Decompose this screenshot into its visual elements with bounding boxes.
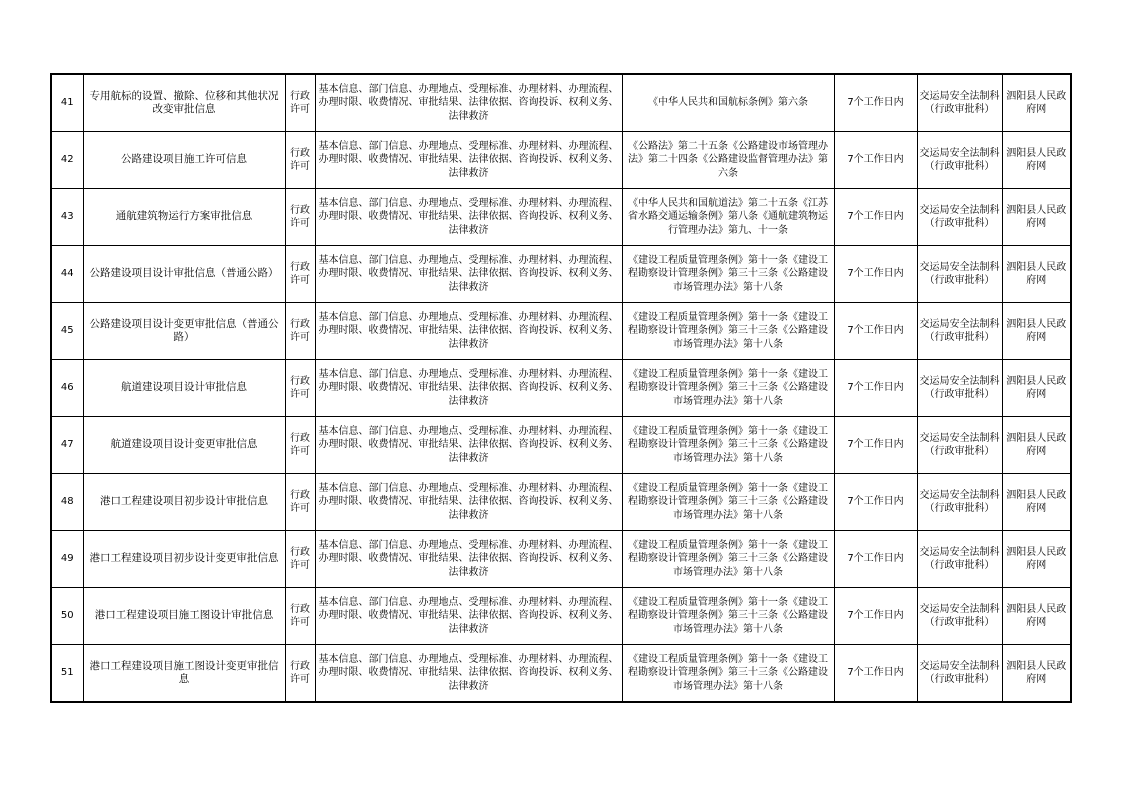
table-row (51, 588, 1071, 645)
cell-disclosure-period: 7个工作日内 (834, 189, 917, 246)
cell-number: 42 (51, 132, 83, 189)
cell-disclosure-content: 基本信息、部门信息、办理地点、受理标准、办理材料、办理流程、办理时限、收费情况、审批结果、法律依据、咨询投诉、权利义务、法律救济 (315, 74, 622, 132)
cell-responsible-dept: 交运局安全法制科（行政审批科） (917, 645, 1002, 703)
cell-number: 47 (51, 417, 83, 474)
cell-disclosure-channel: 泗阳县人民政府网 (1002, 360, 1071, 417)
table-row (51, 246, 1071, 303)
cell-item-name: 通航建筑物运行方案审批信息 (83, 189, 285, 246)
cell-number: 44 (51, 246, 83, 303)
cell-category: 行政许可 (285, 74, 315, 132)
cell-responsible-dept: 交运局安全法制科（行政审批科） (917, 474, 1002, 531)
cell-responsible-dept: 交运局安全法制科（行政审批科） (917, 360, 1002, 417)
cell-disclosure-content: 基本信息、部门信息、办理地点、受理标准、办理材料、办理流程、办理时限、收费情况、审批结果、法律依据、咨询投诉、权利义务、法律救济 (315, 417, 622, 474)
cell-item-name: 公路建设项目施工许可信息 (83, 132, 285, 189)
cell-legal-basis: 《建设工程质量管理条例》第十一条《建设工程勘察设计管理条例》第三十三条《公路建设市场管理办法》第十八条 (622, 246, 834, 303)
cell-disclosure-period: 7个工作日内 (834, 74, 917, 132)
cell-legal-basis: 《建设工程质量管理条例》第十一条《建设工程勘察设计管理条例》第三十三条《公路建设市场管理办法》第十八条 (622, 474, 834, 531)
cell-number: 45 (51, 303, 83, 360)
cell-item-name: 港口工程建设项目施工图设计变更审批信息 (83, 645, 285, 703)
cell-disclosure-channel: 泗阳县人民政府网 (1002, 246, 1071, 303)
cell-disclosure-period: 7个工作日内 (834, 360, 917, 417)
cell-legal-basis: 《建设工程质量管理条例》第十一条《建设工程勘察设计管理条例》第三十三条《公路建设市场管理办法》第十八条 (622, 417, 834, 474)
cell-disclosure-channel: 泗阳县人民政府网 (1002, 303, 1071, 360)
cell-legal-basis: 《中华人民共和国航道法》第二十五条《江苏省水路交通运输条例》第八条《通航建筑物运行管理办法》第九、十一条 (622, 189, 834, 246)
cell-disclosure-content: 基本信息、部门信息、办理地点、受理标准、办理材料、办理流程、办理时限、收费情况、审批结果、法律依据、咨询投诉、权利义务、法律救济 (315, 132, 622, 189)
cell-disclosure-content: 基本信息、部门信息、办理地点、受理标准、办理材料、办理流程、办理时限、收费情况、审批结果、法律依据、咨询投诉、权利义务、法律救济 (315, 531, 622, 588)
cell-item-name: 港口工程建设项目初步设计变更审批信息 (83, 531, 285, 588)
cell-category: 行政许可 (285, 588, 315, 645)
cell-responsible-dept: 交运局安全法制科（行政审批科） (917, 303, 1002, 360)
cell-category: 行政许可 (285, 132, 315, 189)
cell-disclosure-channel: 泗阳县人民政府网 (1002, 417, 1071, 474)
cell-number: 41 (51, 74, 83, 132)
cell-responsible-dept: 交运局安全法制科（行政审批科） (917, 189, 1002, 246)
cell-number: 46 (51, 360, 83, 417)
cell-number: 51 (51, 645, 83, 703)
table-body (51, 74, 1071, 702)
cell-item-name: 公路建设项目设计变更审批信息（普通公路） (83, 303, 285, 360)
table-row (51, 303, 1071, 360)
cell-disclosure-period: 7个工作日内 (834, 417, 917, 474)
table-row (51, 645, 1071, 703)
cell-disclosure-content: 基本信息、部门信息、办理地点、受理标准、办理材料、办理流程、办理时限、收费情况、审批结果、法律依据、咨询投诉、权利义务、法律救济 (315, 360, 622, 417)
cell-category: 行政许可 (285, 474, 315, 531)
table-row (51, 474, 1071, 531)
cell-disclosure-period: 7个工作日内 (834, 588, 917, 645)
cell-item-name: 公路建设项目设计审批信息（普通公路） (83, 246, 285, 303)
cell-disclosure-channel: 泗阳县人民政府网 (1002, 74, 1071, 132)
cell-responsible-dept: 交运局安全法制科（行政审批科） (917, 417, 1002, 474)
cell-disclosure-content: 基本信息、部门信息、办理地点、受理标准、办理材料、办理流程、办理时限、收费情况、审批结果、法律依据、咨询投诉、权利义务、法律救济 (315, 588, 622, 645)
cell-legal-basis: 《建设工程质量管理条例》第十一条《建设工程勘察设计管理条例》第三十三条《公路建设市场管理办法》第十八条 (622, 531, 834, 588)
cell-responsible-dept: 交运局安全法制科（行政审批科） (917, 74, 1002, 132)
cell-category: 行政许可 (285, 360, 315, 417)
cell-disclosure-period: 7个工作日内 (834, 645, 917, 703)
cell-responsible-dept: 交运局安全法制科（行政审批科） (917, 246, 1002, 303)
cell-disclosure-content: 基本信息、部门信息、办理地点、受理标准、办理材料、办理流程、办理时限、收费情况、审批结果、法律依据、咨询投诉、权利义务、法律救济 (315, 303, 622, 360)
cell-responsible-dept: 交运局安全法制科（行政审批科） (917, 588, 1002, 645)
table-row (51, 417, 1071, 474)
cell-number: 50 (51, 588, 83, 645)
cell-disclosure-channel: 泗阳县人民政府网 (1002, 189, 1071, 246)
cell-category: 行政许可 (285, 246, 315, 303)
cell-disclosure-channel: 泗阳县人民政府网 (1002, 132, 1071, 189)
table-row (51, 360, 1071, 417)
cell-disclosure-period: 7个工作日内 (834, 531, 917, 588)
cell-number: 48 (51, 474, 83, 531)
cell-disclosure-period: 7个工作日内 (834, 132, 917, 189)
cell-responsible-dept: 交运局安全法制科（行政审批科） (917, 531, 1002, 588)
cell-item-name: 港口工程建设项目初步设计审批信息 (83, 474, 285, 531)
table-row (51, 74, 1071, 132)
cell-number: 49 (51, 531, 83, 588)
cell-disclosure-channel: 泗阳县人民政府网 (1002, 645, 1071, 703)
cell-item-name: 专用航标的设置、撤除、位移和其他状况改变审批信息 (83, 74, 285, 132)
cell-legal-basis: 《建设工程质量管理条例》第十一条《建设工程勘察设计管理条例》第三十三条《公路建设市场管理办法》第十八条 (622, 360, 834, 417)
cell-disclosure-channel: 泗阳县人民政府网 (1002, 588, 1071, 645)
cell-disclosure-content: 基本信息、部门信息、办理地点、受理标准、办理材料、办理流程、办理时限、收费情况、审批结果、法律依据、咨询投诉、权利义务、法律救济 (315, 645, 622, 703)
cell-disclosure-content: 基本信息、部门信息、办理地点、受理标准、办理材料、办理流程、办理时限、收费情况、审批结果、法律依据、咨询投诉、权利义务、法律救济 (315, 246, 622, 303)
cell-responsible-dept: 交运局安全法制科（行政审批科） (917, 132, 1002, 189)
cell-category: 行政许可 (285, 189, 315, 246)
cell-disclosure-period: 7个工作日内 (834, 246, 917, 303)
cell-disclosure-channel: 泗阳县人民政府网 (1002, 474, 1071, 531)
cell-item-name: 航道建设项目设计变更审批信息 (83, 417, 285, 474)
cell-disclosure-period: 7个工作日内 (834, 474, 917, 531)
cell-legal-basis: 《建设工程质量管理条例》第十一条《建设工程勘察设计管理条例》第三十三条《公路建设市场管理办法》第十八条 (622, 645, 834, 703)
cell-legal-basis: 《中华人民共和国航标条例》第六条 (622, 74, 834, 132)
cell-category: 行政许可 (285, 645, 315, 703)
cell-disclosure-channel: 泗阳县人民政府网 (1002, 531, 1071, 588)
cell-disclosure-content: 基本信息、部门信息、办理地点、受理标准、办理材料、办理流程、办理时限、收费情况、审批结果、法律依据、咨询投诉、权利义务、法律救济 (315, 474, 622, 531)
table-row (51, 531, 1071, 588)
cell-legal-basis: 《公路法》第二十五条《公路建设市场管理办法》第二十四条《公路建设监督管理办法》第六条 (622, 132, 834, 189)
table-row (51, 189, 1071, 246)
cell-legal-basis: 《建设工程质量管理条例》第十一条《建设工程勘察设计管理条例》第三十三条《公路建设市场管理办法》第十八条 (622, 303, 834, 360)
cell-category: 行政许可 (285, 417, 315, 474)
cell-category: 行政许可 (285, 531, 315, 588)
cell-disclosure-content: 基本信息、部门信息、办理地点、受理标准、办理材料、办理流程、办理时限、收费情况、审批结果、法律依据、咨询投诉、权利义务、法律救济 (315, 189, 622, 246)
cell-disclosure-period: 7个工作日内 (834, 303, 917, 360)
table-row (51, 132, 1071, 189)
cell-category: 行政许可 (285, 303, 315, 360)
cell-item-name: 航道建设项目设计审批信息 (83, 360, 285, 417)
disclosure-table (50, 73, 1072, 703)
cell-number: 43 (51, 189, 83, 246)
cell-item-name: 港口工程建设项目施工图设计审批信息 (83, 588, 285, 645)
cell-legal-basis: 《建设工程质量管理条例》第十一条《建设工程勘察设计管理条例》第三十三条《公路建设市场管理办法》第十八条 (622, 588, 834, 645)
